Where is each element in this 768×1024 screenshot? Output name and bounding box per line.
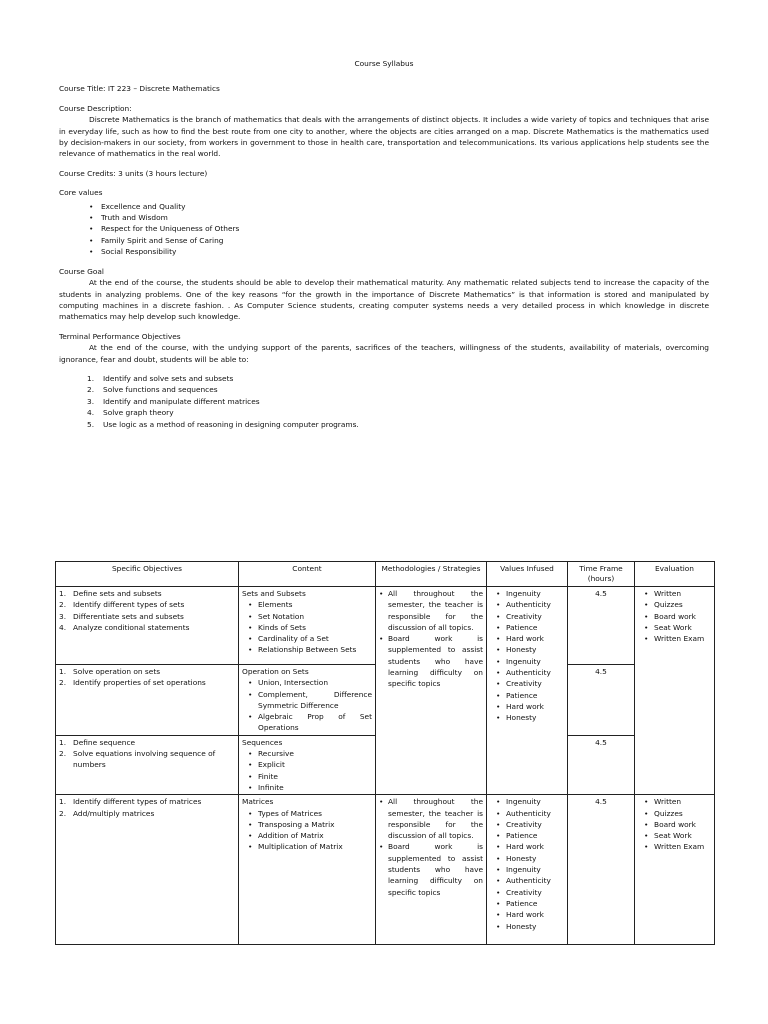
header-values-infused: Values Infused <box>487 562 568 587</box>
list-item: • Honesty <box>496 644 564 655</box>
list-item: 2. Add/multiply matrices <box>59 808 155 818</box>
objectives-cell <box>56 587 239 665</box>
evaluation-cell <box>635 795 715 945</box>
list-item: 2. Identify properties of set operations <box>59 678 206 688</box>
list-item: 2. Identify different types of sets <box>59 600 185 610</box>
header-methodologies: Methodologies / Strategies <box>376 562 487 587</box>
list-item: • Written Exam <box>644 633 711 644</box>
list-item: 1. Identify different types of matrices <box>59 797 202 807</box>
header-evaluation: Evaluation <box>635 562 715 587</box>
core-values-list <box>59 201 709 258</box>
list-item: • Quizzes <box>644 599 711 610</box>
list-item: • Relationship Between Sets <box>248 644 372 655</box>
list-item: • Cardinality of a Set <box>248 633 372 644</box>
objectives-cell <box>56 795 239 945</box>
list-item: 3. Identify and manipulate different matrices <box>87 396 260 406</box>
list-item: • Board work <box>644 611 711 622</box>
objectives-cell <box>56 665 239 736</box>
list-item: • Hard work <box>496 841 564 852</box>
content-title: Operation on Sets <box>242 667 309 676</box>
list-item: • Patience <box>496 622 564 633</box>
list-item: • Authenticity <box>496 667 564 678</box>
list-item: • Creativity <box>496 678 564 689</box>
methodologies-cell <box>376 795 487 945</box>
content-cell <box>239 665 376 736</box>
description-text: Discrete Mathematics is the branch of mathematics that deals with the arrangements of distinct objects. It includes a wide variety of topics and techniques that arise in everyday life, such as how to find the best route from one city to another, where the objects are cities arranged on a map. Discrete Mathematics is the mathematics used by decision-makers in our society, from workers in government to those in health care, transportation and telecommunications. Its various applications help students see the relevance of mathematics in the real world. <box>59 115 709 159</box>
list-item: • Board work <box>644 819 711 830</box>
content-cell <box>239 735 376 794</box>
list-item: 1. Define sequence <box>59 737 136 747</box>
page-title: Course Syllabus <box>354 59 414 68</box>
list-item: 5. Use logic as a method of reasoning in designing computer programs. <box>87 419 359 429</box>
list-item: • Transposing a Matrix <box>248 819 372 830</box>
header-specific-objectives: Specific Objectives <box>56 562 239 587</box>
list-item: • Types of Matrices <box>248 808 372 819</box>
table-row <box>56 795 715 945</box>
list-item: • Hard work <box>496 633 564 644</box>
tpo-text: At the end of the course, with the undying support of the parents, sacrifices of the teachers, willingness of the students, availability of materials, overcoming ignorance, fear and doubt, students will be able to: <box>59 343 709 364</box>
tpo-list <box>59 373 709 430</box>
list-item: 4. Solve graph theory <box>87 408 174 418</box>
list-item: • Patience <box>496 690 564 701</box>
list-item: • Seat Work <box>644 622 711 633</box>
list-item: 4. Analyze conditional statements <box>59 622 190 632</box>
time-frame-cell: 4.5 <box>568 735 635 794</box>
content-title: Matrices <box>242 797 274 807</box>
list-item: • Complement, Difference Symmetric Difference <box>248 689 372 712</box>
values-cell <box>487 795 568 945</box>
list-item: • Ingenuity <box>496 656 564 667</box>
list-item: • Board work is supplemented to assist students who have learning difficulty on specific topics <box>379 633 483 689</box>
list-item: • Board work is supplemented to assist students who have learning difficulty on specific topics <box>379 841 483 897</box>
header-time-frame: Time Frame (hours) <box>568 562 635 587</box>
list-item: • Infinite <box>248 782 372 793</box>
syllabus-body <box>59 58 709 430</box>
list-item: • Honesty <box>496 921 564 932</box>
header-content: Content <box>239 562 376 587</box>
list-item: • Explicit <box>248 759 372 770</box>
list-item: • All throughout the semester, the teacher is responsible for the discussion of all topics. <box>379 796 483 841</box>
content-cell <box>239 795 376 945</box>
list-item: • Recursive <box>248 748 372 759</box>
goal-heading: Course Goal <box>59 266 104 276</box>
list-item: • Union, Intersection <box>248 677 372 688</box>
list-item: • Patience <box>496 830 564 841</box>
list-item: • All throughout the semester, the teacher is responsible for the discussion of all topics. <box>379 588 483 633</box>
list-item: • Social Responsibility <box>89 246 709 257</box>
list-item: • Truth and Wisdom <box>89 212 709 223</box>
list-item: • Creativity <box>496 819 564 830</box>
list-item: • Written <box>644 588 711 599</box>
list-item: • Ingenuity <box>496 796 564 807</box>
list-item: • Hard work <box>496 701 564 712</box>
tpo-heading: Terminal Performance Objectives <box>59 331 181 341</box>
core-values-heading: Core values <box>59 188 103 198</box>
syllabus-table <box>55 561 715 945</box>
content-title: Sequences <box>242 737 283 747</box>
course-title: Course Title: IT 223 – Discrete Mathematics <box>59 84 220 94</box>
list-item: • Elements <box>248 599 372 610</box>
list-item: • Family Spirit and Sense of Caring <box>89 235 709 246</box>
objectives-cell <box>56 735 239 794</box>
list-item: • Creativity <box>496 887 564 898</box>
list-item: • Ingenuity <box>496 864 564 875</box>
values-cell <box>487 587 568 795</box>
list-item: • Honesty <box>496 712 564 723</box>
list-item: • Honesty <box>496 853 564 864</box>
content-cell <box>239 587 376 665</box>
list-item: • Quizzes <box>644 808 711 819</box>
list-item: • Respect for the Uniqueness of Others <box>89 223 709 234</box>
list-item: • Authenticity <box>496 808 564 819</box>
list-item: 3. Differentiate sets and subsets <box>59 611 184 621</box>
time-frame-cell: 4.5 <box>568 587 635 665</box>
description-heading: Course Description: <box>59 103 132 113</box>
list-item: • Authenticity <box>496 875 564 886</box>
methodologies-cell <box>376 587 487 795</box>
evaluation-cell <box>635 587 715 795</box>
list-item: 2. Solve equations involving sequence of numbers <box>59 749 216 770</box>
list-item: • Kinds of Sets <box>248 622 372 633</box>
list-item: • Multiplication of Matrix <box>248 841 372 852</box>
list-item: • Ingenuity <box>496 588 564 599</box>
list-item: 2. Solve functions and sequences <box>87 385 218 395</box>
list-item: • Set Notation <box>248 611 372 622</box>
time-frame-cell: 4.5 <box>568 795 635 945</box>
list-item: • Seat Work <box>644 830 711 841</box>
list-item: 1. Define sets and subsets <box>59 589 162 598</box>
list-item: • Algebraic Prop of Set Operations <box>248 711 372 734</box>
list-item: • Patience <box>496 898 564 909</box>
goal-text: At the end of the course, the students should be able to develop their mathematical maturity. Any mathematic related subjects tend to increase the capacity of the students in analyzing problems. One of the key reasons “for the growth in the importance of Discrete Mathematics” is that information is stored and manipulated by computing machines in a discrete fashion. . As Computer Science students, creating computer systems needs a very detailed process in which knowledge in discrete mathematics may help develop such knowledge. <box>59 278 709 322</box>
list-item: • Excellence and Quality <box>89 201 709 212</box>
list-item: 1. Solve operation on sets <box>59 667 161 676</box>
list-item: • Hard work <box>496 909 564 920</box>
list-item: • Finite <box>248 771 372 782</box>
list-item: 1. Identify and solve sets and subsets <box>87 373 234 383</box>
table-row <box>56 587 715 665</box>
list-item: • Written Exam <box>644 841 711 852</box>
time-frame-cell: 4.5 <box>568 665 635 736</box>
list-item: • Authenticity <box>496 599 564 610</box>
list-item: • Addition of Matrix <box>248 830 372 841</box>
list-item: • Written <box>644 796 711 807</box>
list-item: • Creativity <box>496 611 564 622</box>
table-header-row <box>56 562 715 587</box>
course-credits: Course Credits: 3 units (3 hours lecture) <box>59 168 208 178</box>
content-title: Sets and Subsets <box>242 589 306 598</box>
